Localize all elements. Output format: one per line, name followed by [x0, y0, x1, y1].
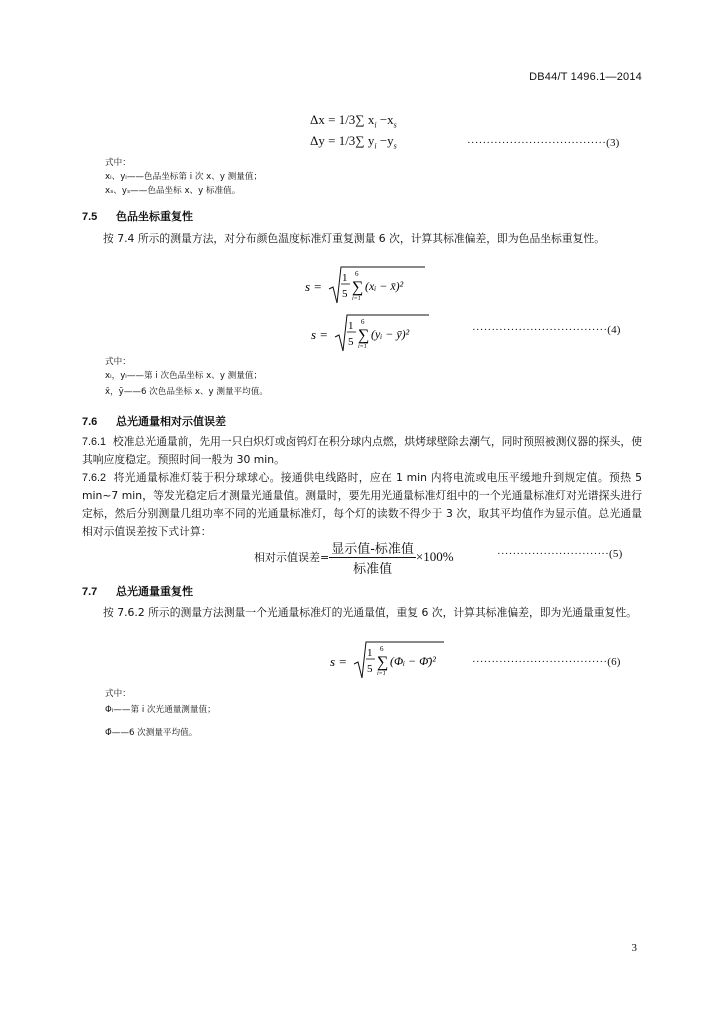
svg-text:(yᵢ − ȳ)²: (yᵢ − ȳ)² [371, 327, 410, 341]
formula-4-y [311, 313, 451, 359]
svg-text:1: 1 [367, 647, 373, 659]
where-line: xᵢ、yᵢ——色品坐标第 i 次 x、y 测量值； [105, 172, 263, 182]
svg-text:6: 6 [380, 645, 384, 653]
formula-3-dx: Δx = 1/3∑ $x_i -x_s$ [310, 112, 397, 130]
section-heading-7-6: 7.6 总光通量相对示值误差 [82, 415, 226, 428]
svg-text:s =: s = [330, 654, 348, 669]
svg-text:(xᵢ − x̄)²: (xᵢ − x̄)² [365, 279, 404, 293]
formula-3-number: ····································(3) [467, 137, 620, 149]
formula-6-number: ···································(6) [472, 656, 621, 668]
formula-5-number: ·····························(5) [497, 548, 623, 560]
formula-5: 相对示值误差= $\frac{\text{显示值-标准值}}{\text{标准值}}$ ×100% [254, 537, 454, 577]
where-label: 式中： [105, 357, 131, 367]
section-heading-7-5: 7.5 色品坐标重复性 [82, 210, 193, 223]
svg-text:5: 5 [367, 663, 373, 675]
svg-text:1: 1 [348, 320, 354, 332]
svg-text:6: 6 [355, 270, 359, 278]
formula-6 [330, 640, 460, 686]
svg-text:∑: ∑ [377, 654, 389, 671]
svg-text:6: 6 [361, 318, 365, 326]
where-line: Φᵢ——第 i 次光通量测量值； [105, 705, 216, 715]
formula-3-dy: Δy = 1/3∑ $y_i -y_s$ [310, 133, 397, 151]
where-line: xᵢ，yᵢ——第 i 次色品坐标 x、y 测量值； [105, 371, 263, 381]
where-line: xₛ、yₛ——色品坐标 x、y 标准值。 [105, 186, 241, 196]
section-7-5-paragraph: 按 7.4 所示的测量方法，对分布颜色温度标准灯重复测量 6 次，计算其标准偏差，即为色品坐标重复性。 [103, 232, 606, 245]
section-7-6-1-paragraph: 7.6.1 校准总光通量前，先用一只白炽灯或卤钨灯在积分球内点燃，烘烤球壁除去潮气，同时预照被测仪器的探头，使其响应度稳定。预照时间一般为 30 min。 [82, 435, 642, 466]
document-code: DB44/T 1496.1—2014 [529, 71, 642, 83]
where-line: Φ̄——6 次测量平均值。 [105, 728, 198, 738]
formula-4-number: ···································(4) [472, 324, 621, 336]
svg-text:5: 5 [348, 336, 354, 348]
section-7-6-2-paragraph: 7.6.2 将光通量标准灯装于积分球球心。接通供电线路时，应在 1 min 内将电流或电压平缓地升到规定值。预热 5 min~7 min，等发光稳定后才测量光通量值。测量时，要先用光通量标准灯组中的一个光通量标准灯对光谱探头进行定标，然后分别测量几组功率不同的光通量标准灯，每个灯的读数不得少于 3 次，取其平均值作为显示值。总光通量相对示值误差按下式计算： [82, 471, 642, 538]
svg-text:s =: s = [311, 327, 329, 342]
section-heading-7-7: 7.7 总光通量重复性 [82, 585, 193, 598]
svg-text:5: 5 [342, 288, 348, 300]
formula-4-x [305, 265, 445, 311]
svg-text:s =: s = [305, 279, 323, 294]
svg-text:∑: ∑ [358, 327, 370, 344]
where-label: 式中： [105, 689, 131, 699]
svg-text:(Φᵢ − Φ̄)²: (Φᵢ − Φ̄)² [390, 654, 436, 668]
svg-text:i=1: i=1 [352, 296, 361, 302]
svg-text:i=1: i=1 [377, 671, 386, 677]
where-label: 式中： [105, 158, 131, 168]
where-line: x̄，ȳ——6 次色品坐标 x、y 测量平均值。 [105, 387, 268, 397]
svg-text:1: 1 [342, 272, 348, 284]
svg-text:∑: ∑ [352, 279, 364, 296]
page-number: 3 [631, 942, 637, 954]
section-7-7-paragraph: 按 7.6.2 所示的测量方法测量一个光通量标准灯的光通量值，重复 6 次，计算其标准偏差，即为光通量重复性。 [103, 606, 637, 619]
svg-text:i=1: i=1 [358, 344, 367, 350]
